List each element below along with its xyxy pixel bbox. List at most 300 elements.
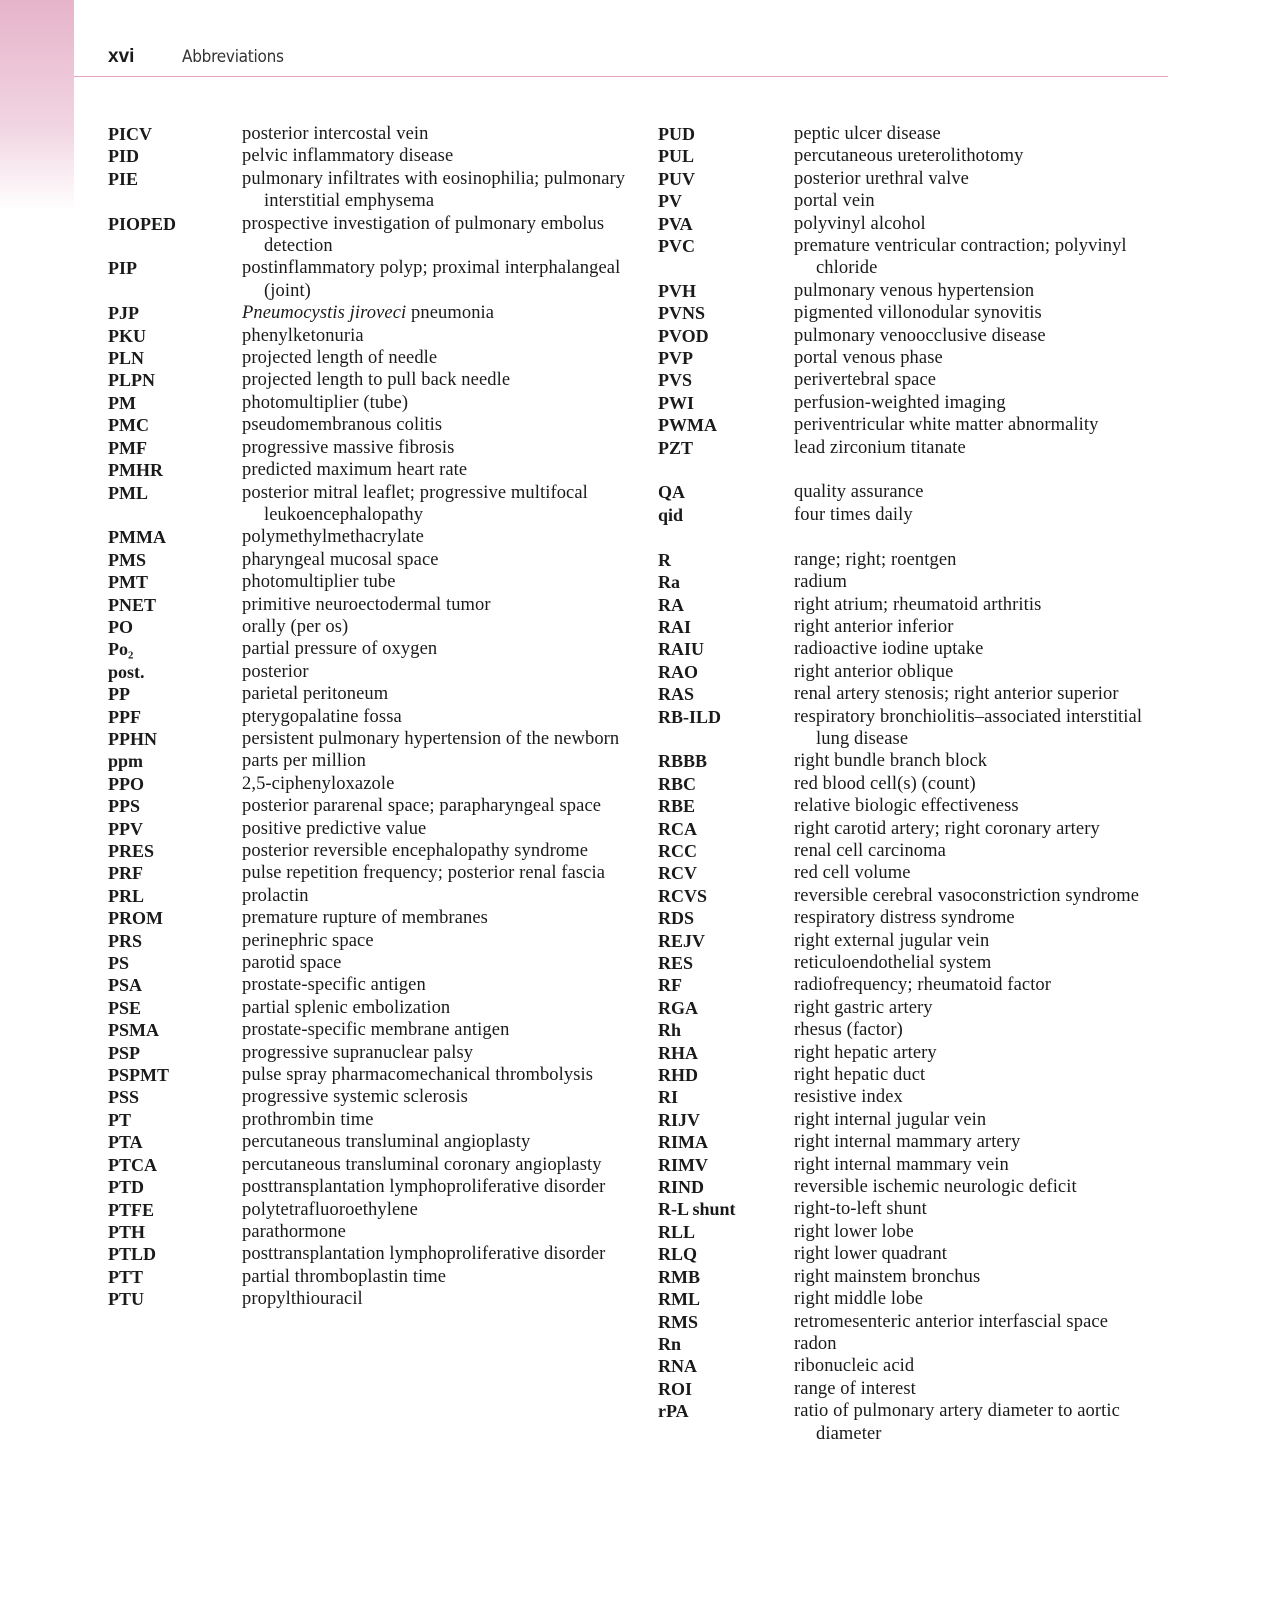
- abbreviation-term: post.: [108, 661, 145, 682]
- abbreviation-term: PMMA: [108, 527, 166, 548]
- abbreviation-term: PPS: [108, 796, 141, 817]
- abbreviation-entry: [108, 459, 628, 481]
- abbreviation-definition: posttransplantation lymphoproliferative disorder: [242, 1244, 606, 1265]
- abbreviation-entry: [658, 549, 1178, 571]
- abbreviation-term: PTH: [108, 1221, 146, 1242]
- abbreviation-entry: [658, 818, 1178, 840]
- abbreviation-definition: perivertebral space: [794, 370, 937, 391]
- abbreviation-term: RMB: [658, 1266, 700, 1287]
- abbreviation-entry: [108, 437, 628, 459]
- abbreviation-definition: radiofrequency; rheumatoid factor: [794, 975, 1052, 996]
- abbreviation-entry: [108, 638, 628, 660]
- abbreviation-entry: [108, 369, 628, 391]
- abbreviation-definition: right lower quadrant: [794, 1244, 948, 1265]
- abbreviation-entry: [108, 706, 628, 728]
- abbreviation-entry: [658, 1154, 1178, 1176]
- abbreviation-term: PID: [108, 146, 139, 167]
- abbreviation-definition: retromesenteric anterior interfascial space: [794, 1311, 1109, 1332]
- abbreviation-term: R: [658, 549, 671, 570]
- abbreviation-term: PS: [108, 953, 130, 974]
- abbreviation-term: PVC: [658, 236, 695, 257]
- abbreviation-entry: [658, 952, 1178, 974]
- abbreviation-definition: reticuloendothelial system: [794, 953, 992, 973]
- definition-rest: pneumonia: [406, 303, 495, 324]
- abbreviation-term: RHD: [658, 1065, 698, 1086]
- abbreviation-term: PVOD: [658, 325, 709, 346]
- abbreviation-entry: [658, 1243, 1178, 1265]
- abbreviation-definition: right anterior oblique: [794, 661, 954, 682]
- abbreviation-entry: [108, 414, 628, 436]
- abbreviation-definition: right-to-left shunt: [794, 1199, 927, 1220]
- section-gap: [658, 459, 1178, 481]
- abbreviation-definition: partial thromboplastin time: [242, 1266, 447, 1287]
- corner-color-tab: [0, 0, 74, 210]
- abbreviation-term: PTFE: [108, 1199, 155, 1220]
- abbreviation-term: PV: [658, 191, 682, 212]
- abbreviation-entry: [108, 750, 628, 772]
- abbreviation-term: RCA: [658, 818, 697, 839]
- abbreviation-entry: [108, 594, 628, 616]
- abbreviation-entry: [658, 571, 1178, 593]
- abbreviation-entry: [658, 1288, 1178, 1310]
- abbreviation-entry: [108, 1019, 628, 1041]
- abbreviation-definition: right atrium; rheumatoid arthritis: [794, 594, 1042, 615]
- abbreviation-entry: [658, 1311, 1178, 1333]
- abbreviation-definition: parathormone: [242, 1221, 346, 1242]
- abbreviation-entry: [658, 638, 1178, 660]
- abbreviation-entry: [658, 594, 1178, 616]
- abbreviation-definition: red cell volume: [794, 863, 911, 884]
- header-rule: [74, 76, 1168, 77]
- abbreviation-entry: [658, 168, 1178, 190]
- abbreviation-entry: [658, 840, 1178, 862]
- abbreviation-entry: [108, 392, 628, 414]
- section-title: Abbreviations: [182, 47, 284, 67]
- abbreviation-entry: [108, 974, 628, 996]
- abbreviation-entry: [108, 795, 628, 817]
- abbreviation-definition: resistive index: [794, 1087, 903, 1108]
- abbreviation-term: Rn: [658, 1333, 682, 1354]
- abbreviation-term: PWI: [658, 392, 694, 413]
- abbreviation-term: PICV: [108, 124, 152, 144]
- abbreviation-definition: portal venous phase: [794, 348, 943, 369]
- abbreviation-term: PPF: [108, 706, 141, 727]
- abbreviation-definition: photomultiplier (tube): [242, 392, 409, 413]
- abbreviation-term: RIMA: [658, 1132, 708, 1153]
- abbreviation-definition: rhesus (factor): [794, 1020, 903, 1041]
- abbreviation-entry: [658, 1064, 1178, 1086]
- abbreviation-term: RB-ILD: [658, 706, 722, 727]
- abbreviation-term: Ra: [658, 572, 680, 593]
- abbreviation-term: PTCA: [108, 1154, 157, 1175]
- abbreviation-entry: [658, 123, 1178, 145]
- abbreviation-entry: [108, 997, 628, 1019]
- abbreviation-definition: prostate-specific membrane antigen: [242, 1020, 510, 1041]
- abbreviation-term: PRES: [108, 841, 155, 861]
- abbreviation-term: PVP: [658, 348, 693, 369]
- abbreviation-entry: [658, 280, 1178, 302]
- running-head: [108, 46, 295, 74]
- abbreviation-definition: progressive systemic sclerosis: [242, 1087, 468, 1108]
- abbreviation-definition: prospective investigation of pulmonary embolus detection: [242, 213, 605, 257]
- abbreviation-term: RIMV: [658, 1154, 708, 1175]
- abbreviation-definition: 2,5-ciphenyloxazole: [242, 773, 395, 794]
- abbreviations-left-column: [108, 123, 628, 1311]
- abbreviation-term: PIOPED: [108, 213, 177, 234]
- abbreviation-definition: periventricular white matter abnormality: [794, 415, 1099, 436]
- abbreviation-term: PNET: [108, 594, 157, 615]
- abbreviation-entry: [108, 952, 628, 974]
- abbreviation-definition: range; right; roentgen: [794, 549, 957, 570]
- abbreviation-definition: right internal jugular vein: [794, 1109, 987, 1130]
- abbreviation-definition: reversible cerebral vasoconstriction syndrome: [794, 885, 1140, 906]
- abbreviation-term: Po₂: [108, 639, 134, 660]
- abbreviation-definition: radioactive iodine uptake: [794, 639, 984, 660]
- abbreviation-definition: pigmented villonodular synovitis: [794, 303, 1042, 324]
- abbreviation-entry: [108, 1176, 628, 1198]
- abbreviation-term: PP: [108, 684, 130, 705]
- abbreviation-term: PMT: [108, 572, 148, 593]
- abbreviation-entry: [108, 302, 628, 324]
- abbreviation-entry: [658, 481, 1178, 503]
- abbreviation-entry: [658, 1378, 1178, 1400]
- abbreviation-definition: posterior: [242, 661, 309, 682]
- abbreviation-term: PUL: [658, 146, 694, 167]
- abbreviation-definition: phenylketonuria: [242, 325, 364, 346]
- abbreviation-definition: posterior pararenal space; parapharyngeal space: [242, 796, 602, 817]
- abbreviation-entry: [658, 795, 1178, 817]
- abbreviation-entry: [658, 862, 1178, 884]
- abbreviation-definition: projected length to pull back needle: [242, 370, 511, 391]
- abbreviation-term: PMC: [108, 415, 149, 436]
- section-gap: [658, 526, 1178, 548]
- abbreviation-definition: progressive massive fibrosis: [242, 437, 455, 458]
- abbreviation-entry: [658, 347, 1178, 369]
- abbreviation-term: PTT: [108, 1266, 144, 1287]
- abbreviation-term: RGA: [658, 997, 698, 1018]
- abbreviation-term: RML: [658, 1289, 700, 1310]
- abbreviation-term: RI: [658, 1087, 679, 1108]
- abbreviation-definition: progressive supranuclear palsy: [242, 1042, 474, 1063]
- abbreviation-term: RMS: [658, 1311, 698, 1332]
- abbreviation-definition: posterior reversible encephalopathy syndrome: [242, 841, 589, 861]
- page-number: xvi: [108, 46, 135, 67]
- abbreviation-entry: [658, 930, 1178, 952]
- abbreviation-entry: [658, 1019, 1178, 1041]
- abbreviation-term: PO: [108, 616, 133, 637]
- abbreviation-entry: [658, 750, 1178, 772]
- abbreviation-term: PTA: [108, 1132, 143, 1153]
- abbreviation-term: PJP: [108, 303, 139, 324]
- abbreviation-definition: perinephric space: [242, 930, 374, 951]
- abbreviation-term: PMF: [108, 437, 147, 458]
- abbreviation-entry: [108, 773, 628, 795]
- abbreviation-entry: [108, 571, 628, 593]
- abbreviation-definition: premature ventricular contraction; polyvinyl chloride: [794, 236, 1127, 279]
- abbreviation-definition: prothrombin time: [242, 1109, 374, 1130]
- abbreviation-term: RLL: [658, 1221, 696, 1242]
- abbreviation-definition: right hepatic artery: [794, 1042, 937, 1063]
- abbreviation-definition: relative biologic effectiveness: [794, 796, 1019, 817]
- abbreviation-definition: right bundle branch block: [794, 751, 988, 772]
- abbreviation-term: qid: [658, 504, 684, 525]
- abbreviation-entry: [658, 1400, 1178, 1445]
- abbreviation-definition: right lower lobe: [794, 1221, 914, 1242]
- abbreviation-entry: [108, 482, 628, 527]
- abbreviation-entry: [658, 1266, 1178, 1288]
- abbreviation-definition: right anterior inferior: [794, 616, 954, 637]
- abbreviation-term: Rh: [658, 1020, 682, 1041]
- abbreviation-entry: [658, 414, 1178, 436]
- abbreviation-definition: pulmonary venous hypertension: [794, 280, 1035, 301]
- abbreviation-definition: reversible ischemic neurologic deficit: [794, 1177, 1077, 1198]
- abbreviation-term: PTLD: [108, 1244, 157, 1265]
- abbreviation-term: PKU: [108, 325, 146, 346]
- abbreviation-definition: partial pressure of oxygen: [242, 639, 438, 660]
- abbreviation-entry: [658, 1109, 1178, 1131]
- abbreviation-term: R-L shunt: [658, 1199, 736, 1220]
- abbreviation-term: PIE: [108, 168, 139, 189]
- abbreviation-term: ROI: [658, 1378, 693, 1399]
- abbreviation-definition: right middle lobe: [794, 1289, 924, 1310]
- abbreviation-entry: [108, 257, 628, 302]
- abbreviation-term: PVA: [658, 213, 693, 234]
- abbreviation-entry: [658, 1086, 1178, 1108]
- abbreviation-definition: positive predictive value: [242, 818, 427, 839]
- abbreviation-term: RES: [658, 953, 694, 973]
- abbreviation-entry: [108, 123, 628, 145]
- abbreviation-entry: [658, 1355, 1178, 1377]
- abbreviation-term: PSMA: [108, 1020, 159, 1041]
- abbreviation-entry: [108, 907, 628, 929]
- abbreviation-entry: [658, 1221, 1178, 1243]
- abbreviation-term: PUV: [658, 168, 695, 189]
- abbreviation-definition: photomultiplier tube: [242, 572, 396, 593]
- abbreviation-definition: postinflammatory polyp; proximal interphalangeal (joint): [242, 258, 621, 301]
- abbreviation-entry: [108, 1131, 628, 1153]
- abbreviation-definition: parietal peritoneum: [242, 684, 389, 705]
- abbreviation-definition: respiratory distress syndrome: [794, 908, 1015, 929]
- abbreviation-entry: [658, 437, 1178, 459]
- abbreviation-definition: parts per million: [242, 751, 366, 772]
- abbreviation-definition: peptic ulcer disease: [794, 124, 941, 144]
- abbreviation-definition: projected length of needle: [242, 348, 438, 369]
- abbreviation-definition: persistent pulmonary hypertension of the newborn: [242, 728, 620, 749]
- abbreviation-entry: [108, 862, 628, 884]
- abbreviation-term: RNA: [658, 1356, 697, 1377]
- abbreviation-definition: right carotid artery; right coronary artery: [794, 818, 1100, 839]
- abbreviation-term: RIND: [658, 1177, 705, 1198]
- abbreviation-term: RDS: [658, 908, 695, 929]
- abbreviation-term: PPHN: [108, 728, 157, 749]
- abbreviation-entry: [658, 706, 1178, 751]
- abbreviation-term: PUD: [658, 124, 695, 144]
- abbreviation-term: RAI: [658, 616, 692, 637]
- abbreviation-term: RCV: [658, 863, 697, 884]
- abbreviation-entry: [658, 1333, 1178, 1355]
- abbreviation-term: RHA: [658, 1042, 698, 1063]
- abbreviation-term: PIP: [108, 258, 137, 279]
- abbreviation-entry: [108, 683, 628, 705]
- abbreviation-entry: [658, 974, 1178, 996]
- abbreviation-entry: [658, 1198, 1178, 1220]
- abbreviation-entry: [658, 885, 1178, 907]
- abbreviation-definition: percutaneous ureterolithotomy: [794, 146, 1024, 167]
- abbreviation-definition: prolactin: [242, 885, 309, 906]
- abbreviation-definition: right hepatic duct: [794, 1065, 926, 1086]
- abbreviation-definition: polymethylmethacrylate: [242, 527, 424, 548]
- abbreviation-term: PLPN: [108, 370, 155, 391]
- abbreviation-definition: orally (per os): [242, 616, 349, 637]
- abbreviation-entry: [658, 1042, 1178, 1064]
- abbreviation-term: PZT: [658, 437, 694, 458]
- abbreviation-entry: [108, 728, 628, 750]
- abbreviation-definition: posterior intercostal vein: [242, 124, 429, 144]
- abbreviation-term: RCVS: [658, 885, 708, 906]
- abbreviation-definition: primitive neuroectodermal tumor: [242, 594, 491, 615]
- abbreviation-term: PT: [108, 1109, 132, 1130]
- abbreviation-term: PLN: [108, 348, 144, 369]
- abbreviation-definition: perfusion-weighted imaging: [794, 392, 1006, 413]
- abbreviation-entry: [658, 504, 1178, 526]
- abbreviation-entry: [108, 818, 628, 840]
- abbreviation-definition: [242, 302, 628, 324]
- abbreviation-definition: polyvinyl alcohol: [794, 213, 926, 234]
- abbreviation-term: PSS: [108, 1087, 140, 1108]
- abbreviation-term: RAIU: [658, 639, 705, 660]
- abbreviation-term: RAS: [658, 684, 695, 705]
- abbreviation-entry: [108, 1288, 628, 1310]
- abbreviation-definition: percutaneous transluminal angioplasty: [242, 1132, 531, 1153]
- abbreviation-definition: ratio of pulmonary artery diameter to aortic diameter: [794, 1401, 1120, 1444]
- abbreviation-term: PSP: [108, 1042, 141, 1063]
- abbreviation-definition: ribonucleic acid: [794, 1356, 915, 1377]
- abbreviation-definition: posttransplantation lymphoproliferative disorder: [242, 1177, 606, 1198]
- abbreviation-entry: [108, 1109, 628, 1131]
- abbreviation-definition: posterior mitral leaflet; progressive multifocal leukoencephalopathy: [242, 482, 588, 525]
- abbreviation-entry: [108, 616, 628, 638]
- abbreviation-definition: renal cell carcinoma: [794, 840, 946, 861]
- abbreviation-entry: [658, 302, 1178, 324]
- abbreviation-term: PRL: [108, 885, 144, 906]
- abbreviation-definition: pulse spray pharmacomechanical thrombolysis: [242, 1065, 594, 1086]
- abbreviation-entry: [658, 683, 1178, 705]
- abbreviation-entry: [658, 907, 1178, 929]
- abbreviation-definition: pseudomembranous colitis: [242, 415, 443, 436]
- abbreviation-definition: radium: [794, 572, 848, 593]
- abbreviation-term: RCC: [658, 840, 697, 861]
- abbreviation-definition: posterior urethral valve: [794, 168, 969, 189]
- abbreviation-term: PTD: [108, 1177, 144, 1198]
- abbreviation-definition: renal artery stenosis; right anterior superior: [794, 684, 1119, 705]
- abbreviation-term: PSPMT: [108, 1065, 169, 1086]
- abbreviation-entry: [108, 1064, 628, 1086]
- abbreviation-entry: [108, 549, 628, 571]
- abbreviation-definition: lead zirconium titanate: [794, 437, 966, 458]
- abbreviation-term: PRF: [108, 863, 143, 884]
- abbreviation-definition: predicted maximum heart rate: [242, 460, 468, 481]
- abbreviation-entry: [658, 145, 1178, 167]
- definition-italic-part: Pneumocystis jiroveci: [242, 303, 407, 324]
- abbreviation-definition: pulse repetition frequency; posterior renal fascia: [242, 863, 606, 884]
- abbreviation-entry: [108, 1154, 628, 1176]
- abbreviation-definition: quality assurance: [794, 482, 924, 503]
- abbreviation-definition: pulmonary venoocclusive disease: [794, 325, 1046, 346]
- abbreviation-entry: [108, 1042, 628, 1064]
- abbreviation-definition: portal vein: [794, 191, 875, 212]
- abbreviation-term: ppm: [108, 751, 144, 772]
- abbreviation-definition: premature rupture of membranes: [242, 908, 488, 929]
- abbreviation-entry: [108, 1086, 628, 1108]
- abbreviation-term: RA: [658, 594, 684, 615]
- abbreviation-entry: [108, 1199, 628, 1221]
- abbreviation-entry: [658, 213, 1178, 235]
- abbreviation-term: PTU: [108, 1289, 144, 1310]
- abbreviation-entry: [658, 369, 1178, 391]
- abbreviation-definition: right mainstem bronchus: [794, 1266, 981, 1287]
- abbreviation-entry: [108, 213, 628, 258]
- abbreviation-term: PSA: [108, 975, 143, 996]
- abbreviation-term: PMHR: [108, 460, 163, 481]
- abbreviation-term: PRS: [108, 930, 143, 951]
- abbreviation-entry: [658, 616, 1178, 638]
- abbreviation-term: REJV: [658, 930, 706, 951]
- abbreviation-definition: pterygopalatine fossa: [242, 706, 402, 727]
- abbreviation-entry: [658, 773, 1178, 795]
- abbreviation-term: PVH: [658, 280, 696, 301]
- abbreviation-definition: red blood cell(s) (count): [794, 773, 976, 794]
- abbreviation-definition: parotid space: [242, 953, 342, 974]
- abbreviation-entry: [108, 885, 628, 907]
- abbreviation-term: RBE: [658, 796, 696, 817]
- abbreviation-entry: [108, 1243, 628, 1265]
- abbreviation-entry: [108, 661, 628, 683]
- abbreviation-term: PPO: [108, 773, 144, 794]
- abbreviation-definition: propylthiouracil: [242, 1289, 363, 1310]
- abbreviation-definition: respiratory bronchiolitis–associated interstitial lung disease: [794, 706, 1143, 749]
- abbreviation-definition: right internal mammary artery: [794, 1132, 1021, 1153]
- abbreviation-definition: range of interest: [794, 1378, 916, 1399]
- abbreviation-term: rPA: [658, 1401, 689, 1422]
- abbreviation-definition: pelvic inflammatory disease: [242, 146, 454, 167]
- abbreviation-term: QA: [658, 482, 685, 503]
- abbreviation-entry: [658, 235, 1178, 280]
- abbreviation-entry: [658, 1131, 1178, 1153]
- abbreviation-entry: [108, 1221, 628, 1243]
- abbreviation-entry: [108, 930, 628, 952]
- abbreviation-term: RF: [658, 975, 682, 996]
- abbreviation-definition: percutaneous transluminal coronary angioplasty: [242, 1154, 602, 1175]
- abbreviation-term: PROM: [108, 908, 163, 929]
- abbreviation-term: RIJV: [658, 1109, 701, 1130]
- abbreviation-definition: radon: [794, 1333, 837, 1354]
- abbreviation-definition: right gastric artery: [794, 997, 933, 1018]
- abbreviation-entry: [108, 840, 628, 862]
- abbreviation-definition: right internal mammary vein: [794, 1154, 1009, 1175]
- abbreviation-entry: [658, 661, 1178, 683]
- abbreviation-definition: pulmonary infiltrates with eosinophilia; pulmonary interstitial emphysema: [242, 168, 626, 212]
- abbreviation-term: PML: [108, 482, 148, 503]
- abbreviation-definition: right external jugular vein: [794, 930, 990, 951]
- abbreviation-entry: [108, 1266, 628, 1288]
- abbreviation-definition: four times daily: [794, 504, 913, 525]
- abbreviation-entry: [108, 168, 628, 213]
- abbreviation-entry: [658, 392, 1178, 414]
- abbreviation-definition: pharyngeal mucosal space: [242, 549, 439, 570]
- abbreviation-term: PVS: [658, 370, 693, 391]
- abbreviation-term: PPV: [108, 818, 143, 839]
- abbreviation-definition: partial splenic embolization: [242, 997, 451, 1018]
